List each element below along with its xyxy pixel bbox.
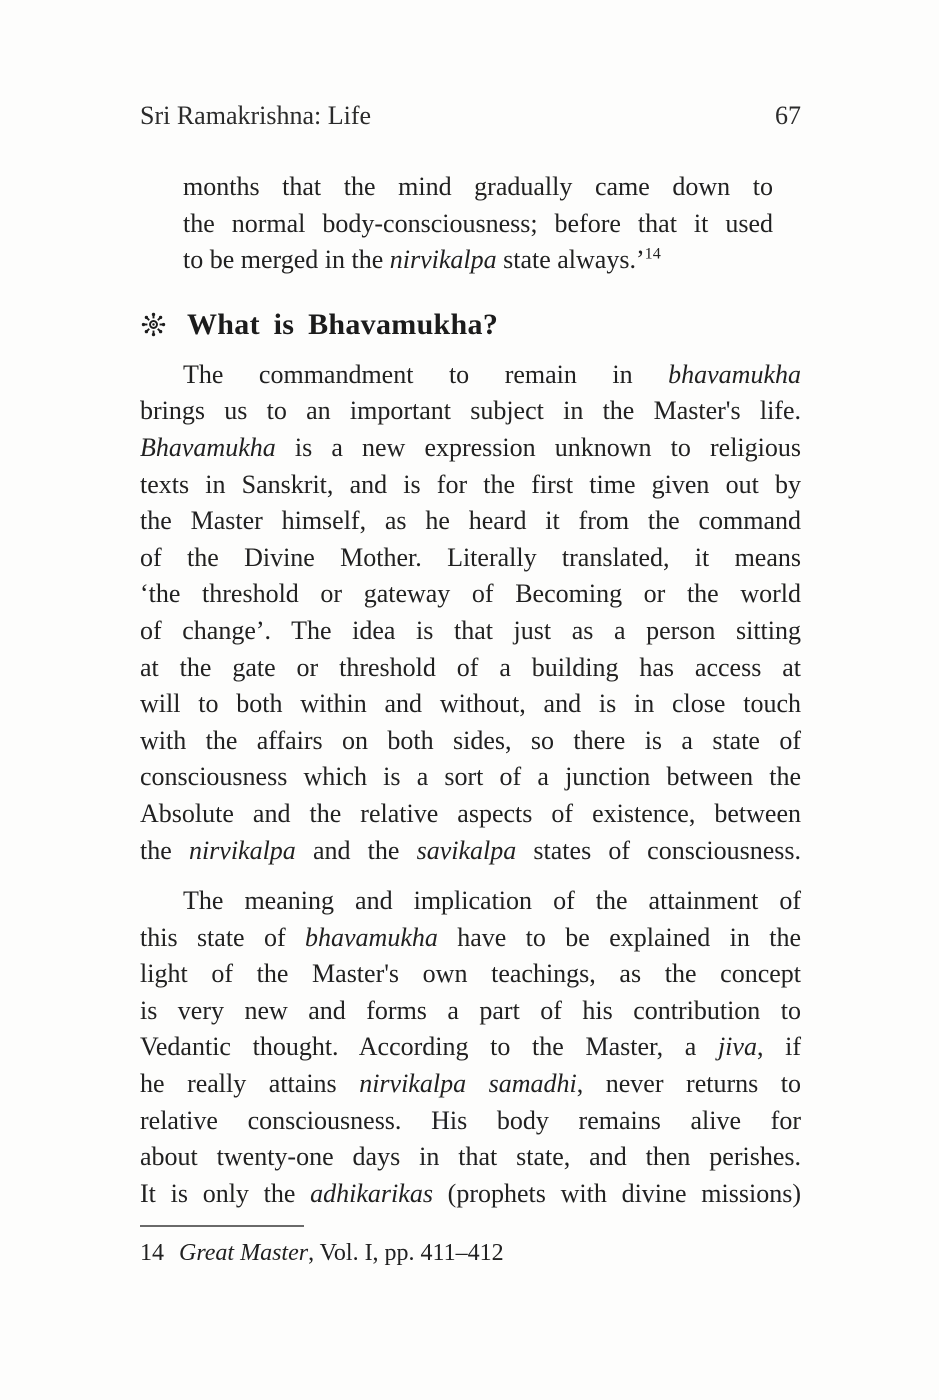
section-heading <box>140 305 801 345</box>
text-line: Bhavamukha is a new expression unknown to religious <box>140 432 801 462</box>
paragraph <box>140 357 801 869</box>
text-line: The commandment to remain in bhavamukha <box>183 359 801 389</box>
text-line: of change’. The idea is that just as a person sitting <box>140 615 801 645</box>
text-line: Absolute and the relative aspects of existence, between <box>140 798 801 828</box>
text-line: this state of bhavamukha have to be explained in the <box>140 922 801 952</box>
text-column <box>140 0 801 1269</box>
text-line: with the affairs on both sides, so there is a state of <box>140 725 801 755</box>
footnote-number: 14 <box>140 1240 164 1267</box>
page-number: 67 <box>775 101 801 130</box>
text-line: he really attains nirvikalpa samadhi, never returns to <box>140 1069 801 1099</box>
block-quote <box>183 169 773 279</box>
footnote <box>140 1237 801 1269</box>
text-line: relative consciousness. His body remains alive for <box>140 1105 801 1135</box>
flower-asterisk-icon <box>140 311 167 338</box>
text-line: ‘the threshold or gateway of Becoming or the world <box>140 579 801 609</box>
section-title: What is Bhavamukha? <box>187 307 499 341</box>
text-line: the normal body-consciousness; before that it used <box>183 208 773 238</box>
book-title: Sri Ramakrishna: Life <box>140 101 372 130</box>
text-line: Vedantic thought. According to the Master, a jiva, if <box>140 1032 801 1062</box>
running-header <box>140 100 801 132</box>
text-line: consciousness which is a sort of a junction between the <box>140 762 801 792</box>
text-line: light of the Master's own teachings, as the concept <box>140 959 801 989</box>
text-line: It is only the adhikarikas (prophets with divine missions) <box>140 1178 801 1208</box>
text-line: will to both within and without, and is in close touch <box>140 689 801 719</box>
text-line: at the gate or threshold of a building has access at <box>140 652 801 682</box>
footnote-divider <box>140 1225 304 1227</box>
text-line: to be merged in the nirvikalpa state always.’$^{14}$ <box>183 245 661 275</box>
text-line: of the Divine Mother. Literally translated, it means <box>140 542 801 572</box>
text-line: brings us to an important subject in the Master's life. <box>140 396 801 426</box>
text-line: The meaning and implication of the attainment of <box>183 886 801 916</box>
text-line: is very new and forms a part of his contribution to <box>140 995 801 1025</box>
text-line: texts in Sanskrit, and is for the first time given out by <box>140 469 801 499</box>
text-line: months that the mind gradually came down to <box>183 172 773 201</box>
text-line: about twenty-one days in that state, and then perishes. <box>140 1142 801 1172</box>
paragraph <box>140 883 801 1212</box>
footnote-text: Great Master, Vol. I, pp. 411–412 <box>179 1240 504 1267</box>
text-line: the Master himself, as he heard it from the command <box>140 506 801 536</box>
text-line: the nirvikalpa and the savikalpa states of consciousness. <box>140 835 801 865</box>
